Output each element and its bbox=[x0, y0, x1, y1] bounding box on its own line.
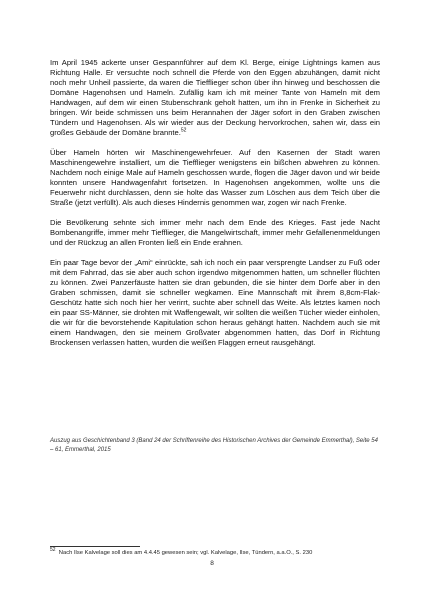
paragraph-1 bbox=[50, 58, 380, 138]
footnote-divider bbox=[50, 546, 140, 547]
paragraph-1-text: Im April 1945 ackerte unser Gespannführer auf dem Kl. Berge, einige Lightnings kamen aus Richtung Halle. Er versuchte noch schnell die Pferde von den Eggen abzuhängen, damit nicht noch mehr Unheil passierte, da waren die Tiefflieger schon über ihn hinweg und beschossen die Domäne Hagenohsen und Hameln. Zufällig kam ich mit meiner Tante von Hameln mit dem Handwagen, auf dem wir einen Stubenschrank geholt hatten, um ihn in Frenke in Sicherheit zu bringen. Wir beide schmissen uns beim Herannahen der Jäger sofort in den Graben zwischen Tündern und Hagenohsen. Als wir wieder aus der Deckung hervorkrochen, sahen wir, dass ein großes Gebäude der Domäne brannte. bbox=[50, 58, 380, 137]
source-citation: Auszug aus Geschichtenband 3 (Band 24 der Schriftenreihe des Historischen Archives der Gemeinde Emmerthal), Seite 54 – 61, Emmerthal, 2015 bbox=[50, 438, 378, 453]
paragraph-3: Die Bevölkerung sehnte sich immer mehr nach dem Ende des Krieges. Fast jede Nacht Bombenangriffe, immer mehr Tiefflieger, die Mangelwirtschaft, immer mehr Gefallenenmeldungen und der Rückzug an allen Fronten ließ ein Ende erahnen. bbox=[50, 218, 380, 247]
footnote bbox=[50, 549, 380, 557]
paragraph-2: Über Hameln hörten wir Maschinengewehrfeuer. Auf den Kasernen der Stadt waren Maschinengewehre installiert, um die Tiefflieger wenigstens ein bißchen abwehren zu können. Nachdem noch einige Male auf Hameln geschossen wurde, flogen die Jäger davon und wir beide konnten unsere Handwagenfahrt fortsetzen. In Hagenohsen angekommen, wollte uns die Feuerwehr nicht durchlassen, denn sie holte das Wasser zum Löschen aus dem Teich über die Straße (jetzt verfüllt). Als auch dieses Hindernis genommen war, zogen wir nach Frenke. bbox=[50, 148, 380, 207]
footnote-text: Nach Ilse Kalvelage soll dies am 4.4.45 gewesen sein; vgl. Kalvelage, Ilse, Tündern, a.a.O., S. 230 bbox=[58, 550, 313, 556]
footnote-number: 52 bbox=[50, 547, 56, 554]
paragraph-4: Ein paar Tage bevor der „Ami“ einrückte, sah ich noch ein paar versprengte Landser zu Fuß oder mit dem Fahrrad, das sie aber auch schon irgendwo mitgenommen hatten, um schneller flüchten zu können. Zwei Panzerfäuste hatten sie dran gebunden, die sie hinter dem Dorfe aber in den Graben schmissen, damit sie schneller wegkamen. Eine Mannschaft mit ihrem 8,8cm-Flak-Geschütz hatte sich noch hier her verirrt, suchte aber schnell das Weite. Als letztes kamen noch ein paar SS-Männer, sie drohten mit Waffengewalt, wir sollten die weißen Tücher wieder einholen, die wir für die bevorstehende Kapitulation schon heraus gehängt hatten. Nachdem auch sie mit einem Handwagen, den sie meinem Großvater abgenommen hatten, das Dorf in Richtung Brockensen verlassen hatten, wurden die weißen Flaggen erneut rausgehängt. bbox=[50, 258, 380, 347]
body-text bbox=[50, 58, 380, 358]
page-number: 8 bbox=[210, 560, 214, 567]
footnote-reference: 52 bbox=[180, 127, 187, 134]
